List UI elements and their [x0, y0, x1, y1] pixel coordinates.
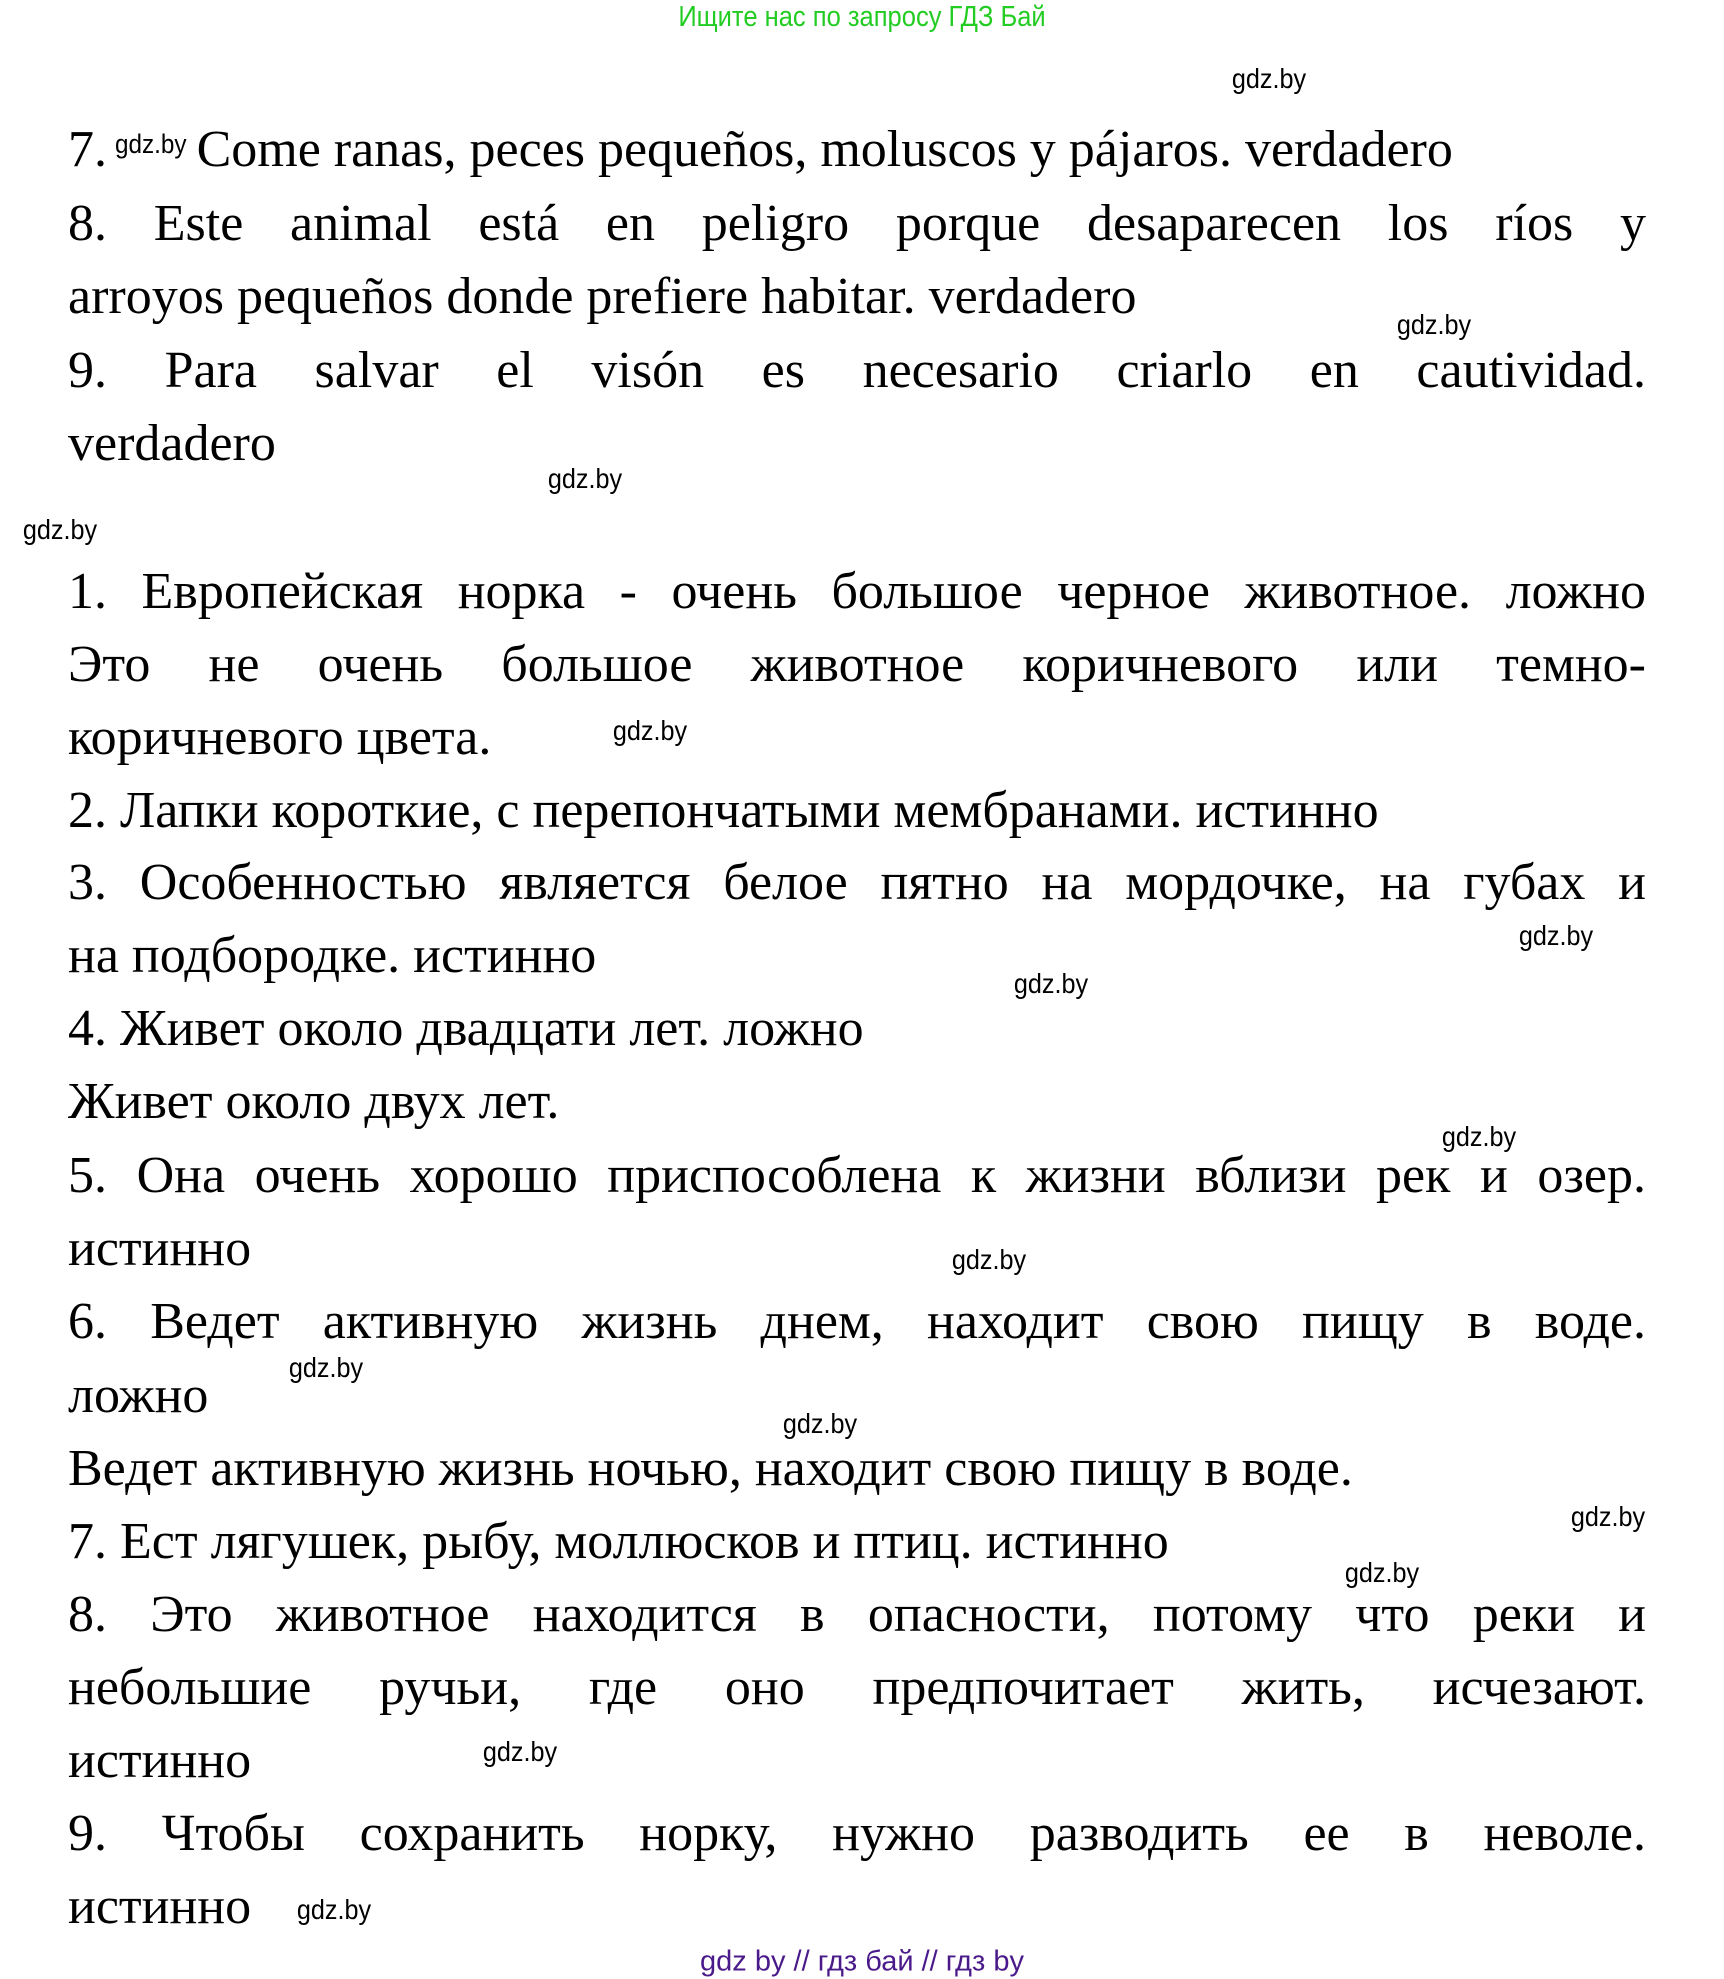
watermark: gdz.by — [288, 1352, 364, 1383]
text-line: Это не очень большое животное коричневого или темно- — [68, 636, 1646, 693]
text-line: 3. Особенностью является белое пятно на мордочке, на губах и — [68, 854, 1646, 911]
watermark: gdz.by — [1396, 309, 1472, 340]
text-line: ложно — [68, 1367, 209, 1424]
watermark: gdz.by — [1441, 1121, 1517, 1152]
watermark: gdz.by — [1344, 1557, 1420, 1588]
text-line: 7. Ест лягушек, рыбу, моллюсков и птиц. истинно — [68, 1513, 1169, 1570]
watermark: gdz.by — [1013, 968, 1089, 999]
text-line: на подбородке. истинно — [68, 927, 597, 984]
text-line: Ведет активную жизнь ночью, находит свою пищу в воде. — [68, 1440, 1353, 1497]
item-text: Come ranas, peces pequeños, moluscos y pájaros. verdadero — [196, 121, 1453, 178]
text-line: истинно — [68, 1732, 252, 1789]
watermark: gdz.by — [782, 1408, 858, 1439]
text-line: 1. Европейская норка - очень большое черное животное. ложно — [68, 563, 1646, 620]
search-banner: Ищите нас по запросу ГДЗ Бай — [678, 1, 1046, 33]
watermark: gdz.by — [1231, 63, 1307, 94]
text-line: 4. Живет около двадцати лет. ложно — [68, 1000, 864, 1057]
text-line: 2. Лапки короткие, с перепончатыми мембранами. истинно — [68, 782, 1379, 839]
watermark: gdz.by — [22, 514, 98, 545]
text-line — [68, 120, 1646, 180]
text-line: 9. Para salvar el visón es necesario criarlo en cautividad. — [68, 342, 1646, 399]
text-line: 9. Чтобы сохранить норку, нужно разводить ее в неволе. — [68, 1805, 1646, 1862]
footer-links: gdz by // гдз бай // гдз by — [700, 1945, 1024, 1978]
watermark: gdz.by — [482, 1736, 558, 1767]
item-number: 7. — [68, 121, 107, 178]
text-line: 6. Ведет активную жизнь днем, находит свою пищу в воде. — [68, 1293, 1646, 1350]
text-line: истинно — [68, 1878, 252, 1935]
text-line: 5. Она очень хорошо приспособлена к жизни вблизи рек и озер. — [68, 1147, 1646, 1204]
text-line: verdadero — [68, 415, 276, 472]
text-line: Живет около двух лет. — [68, 1073, 560, 1130]
watermark: gdz.by — [296, 1894, 372, 1925]
text-line: 8. Это животное находится в опасности, потому что реки и — [68, 1586, 1646, 1643]
text-line: 8. Este animal está en peligro porque desaparecen los ríos y — [68, 195, 1646, 252]
watermark: gdz.by — [1570, 1501, 1646, 1532]
watermark: gdz.by — [951, 1244, 1027, 1275]
watermark: gdz.by — [547, 463, 623, 494]
watermark: gdz.by — [114, 129, 187, 159]
text-line: небольшие ручьи, где оно предпочитает жить, исчезают. — [68, 1659, 1646, 1716]
watermark: gdz.by — [612, 715, 688, 746]
text-line: arroyos pequeños donde prefiere habitar. verdadero — [68, 268, 1137, 325]
text-line: коричневого цвета. — [68, 709, 492, 766]
text-line: истинно — [68, 1220, 252, 1277]
watermark: gdz.by — [1518, 920, 1594, 951]
